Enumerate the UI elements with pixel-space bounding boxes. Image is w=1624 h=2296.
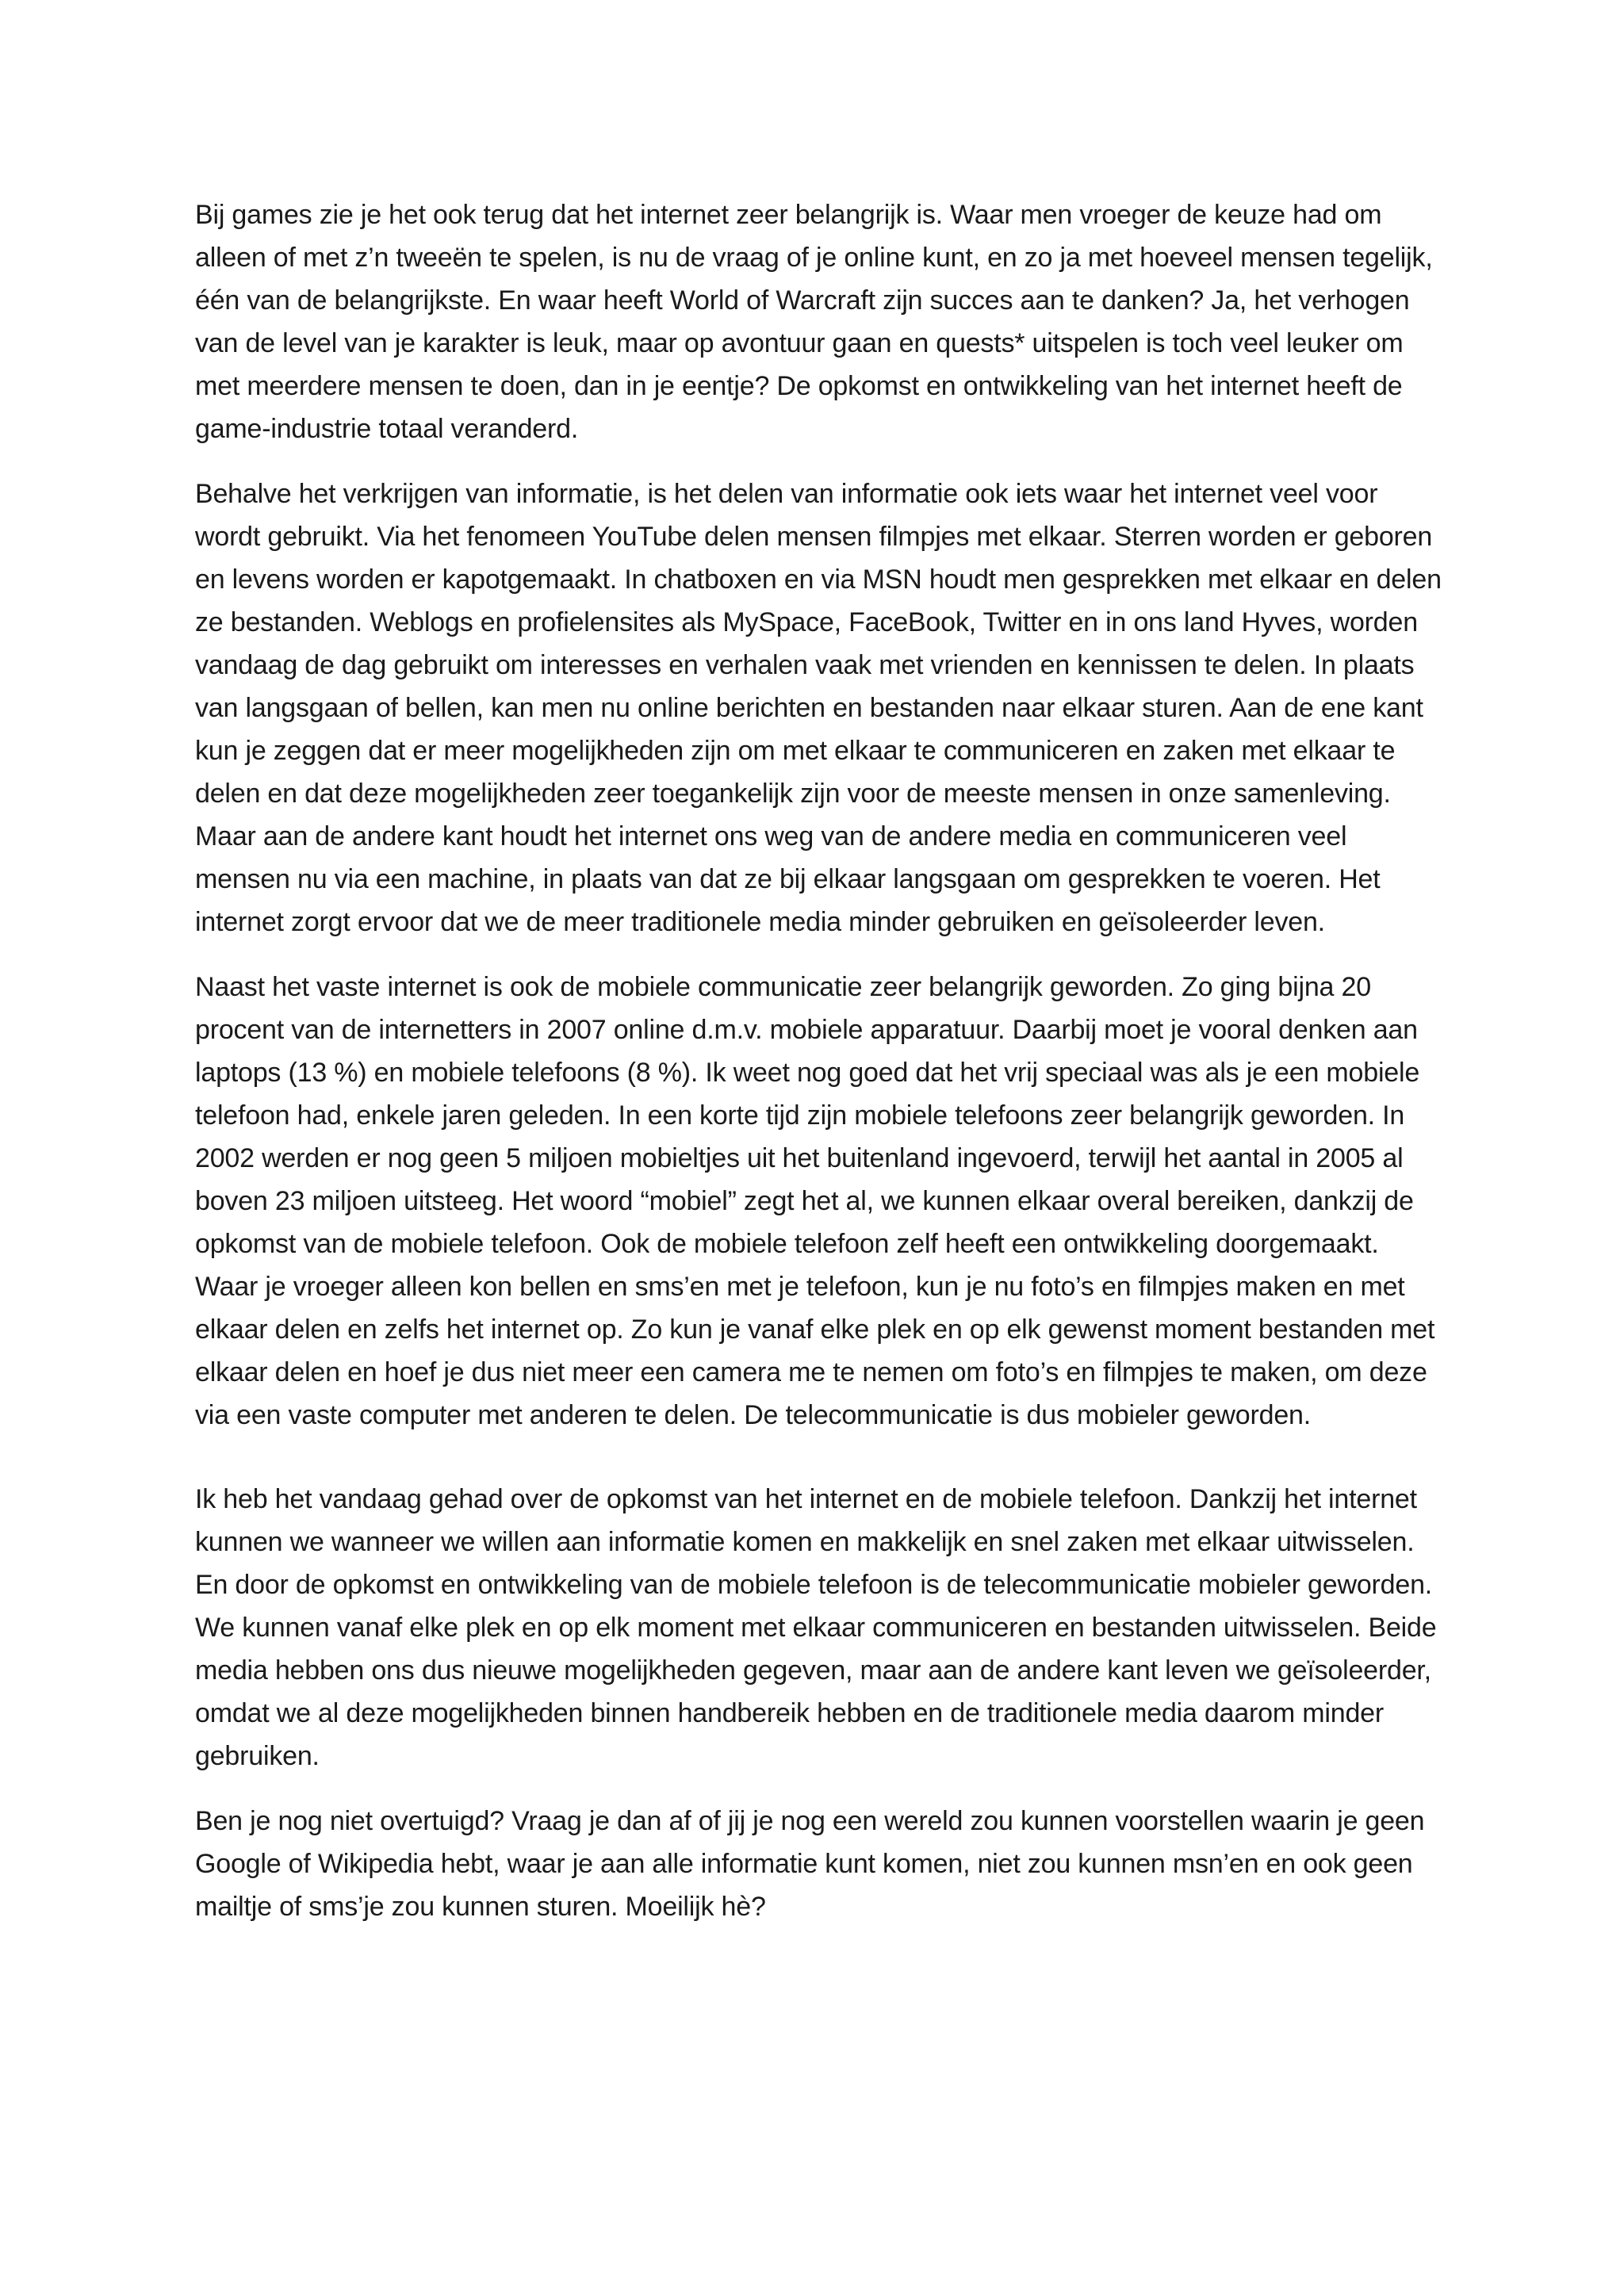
document-body xyxy=(195,193,1448,1950)
paragraph-games: Bij games zie je het ook terug dat het internet zeer belangrijk is. Waar men vroeger de keuze had om alleen of met z’n tweeën te spelen, is nu de vraag of je online kunt, en zo ja met hoeveel mensen tegelijk, één van de belangrijkste. En waar heeft World of Warcraft zijn succes aan te danken? Ja, het verhogen van de level van je karakter is leuk, maar op avontuur gaan en quests* uitspelen is toch veel leuker om met meerdere mensen te doen, dan in je eentje? De opkomst en ontwikkeling van het internet heeft de game-industrie totaal veranderd. xyxy=(195,200,1433,444)
paragraph-sharing-information: Behalve het verkrijgen van informatie, is het delen van informatie ook iets waar het internet veel voor wordt gebruikt. Via het fenomeen YouTube delen mensen filmpjes met elkaar. Sterren worden er geboren en levens worden er kapotgemaakt. In chatboxen en via MSN houdt men gesprekken met elkaar en delen ze bestanden. Weblogs en profielensites als MySpace, FaceBook, Twitter en in ons land Hyves, worden vandaag de dag gebruikt om interesses en verhalen vaak met vrienden en kennissen te delen. In plaats van langsgaan of bellen, kan men nu online berichten en bestanden naar elkaar sturen. Aan de ene kant kun je zeggen dat er meer mogelijkheden zijn om met elkaar te communiceren en zaken met elkaar te delen en dat deze mogelijkheden zeer toegankelijk zijn voor de meeste mensen in onze samenleving. Maar aan de andere kant houdt het internet ons weg van de andere media en communiceren veel mensen nu via een machine, in plaats van dat ze bij elkaar langsgaan om gesprekken te voeren. Het internet zorgt ervoor dat we de meer traditionele media minder gebruiken en geïsoleerder leven. xyxy=(195,479,1442,937)
paragraph-mobile-communication: Naast het vaste internet is ook de mobiele communicatie zeer belangrijk geworden. Zo ging bijna 20 procent van de internetters in 2007 online d.m.v. mobiele apparatuur. Daarbij moet je vooral denken aan laptops (13 %) en mobiele telefoons (8 %). Ik weet nog goed dat het vrij speciaal was als je een mobiele telefoon had, enkele jaren geleden. In een korte tijd zijn mobiele telefoons zeer belangrijk geworden. In 2002 werden er nog geen 5 miljoen mobieltjes uit het buitenland ingevoerd, terwijl het aantal in 2005 al boven 23 miljoen uitsteeg. Het woord “mobiel” zegt het al, we kunnen elkaar overal bereiken, dankzij de opkomst van de mobiele telefoon. Ook de mobiele telefoon zelf heeft een ontwikkeling doorgemaakt. Waar je vroeger alleen kon bellen en sms’en met je telefoon, kun je nu foto’s en filmpjes maken en met elkaar delen en zelfs het internet op. Zo kun je vanaf elke plek en op elk gewenst moment bestanden met elkaar delen en hoef je dus niet meer een camera me te nemen om foto’s en filmpjes te maken, om deze via een vaste computer met anderen te delen. De telecommunicatie is dus mobieler geworden. xyxy=(195,972,1435,1430)
paragraph-conclusion: Ik heb het vandaag gehad over de opkomst van het internet en de mobiele telefoon. Dankzij het internet kunnen we wanneer we willen aan informatie komen en makkelijk en snel zaken met elkaar uitwisselen. En door de opkomst en ontwikkeling van de mobiele telefoon is de telecommunicatie mobieler geworden. We kunnen vanaf elke plek en op elk moment met elkaar communiceren en bestanden uitwisselen. Beide media hebben ons dus nieuwe mogelijkheden gegeven, maar aan de andere kant leven we geïsoleerder, omdat we al deze mogelijkheden binnen handbereik hebben en de traditionele media daarom minder gebruiken. xyxy=(195,1484,1437,1771)
paragraph-closing-question: Ben je nog niet overtuigd? Vraag je dan af of jij je nog een wereld zou kunnen voorstellen waarin je geen Google of Wikipedia hebt, waar je aan alle informatie kunt komen, niet zou kunnen msn’en en ook geen mailtje of sms’je zou kunnen sturen. Moeilijk hè? xyxy=(195,1806,1425,1922)
